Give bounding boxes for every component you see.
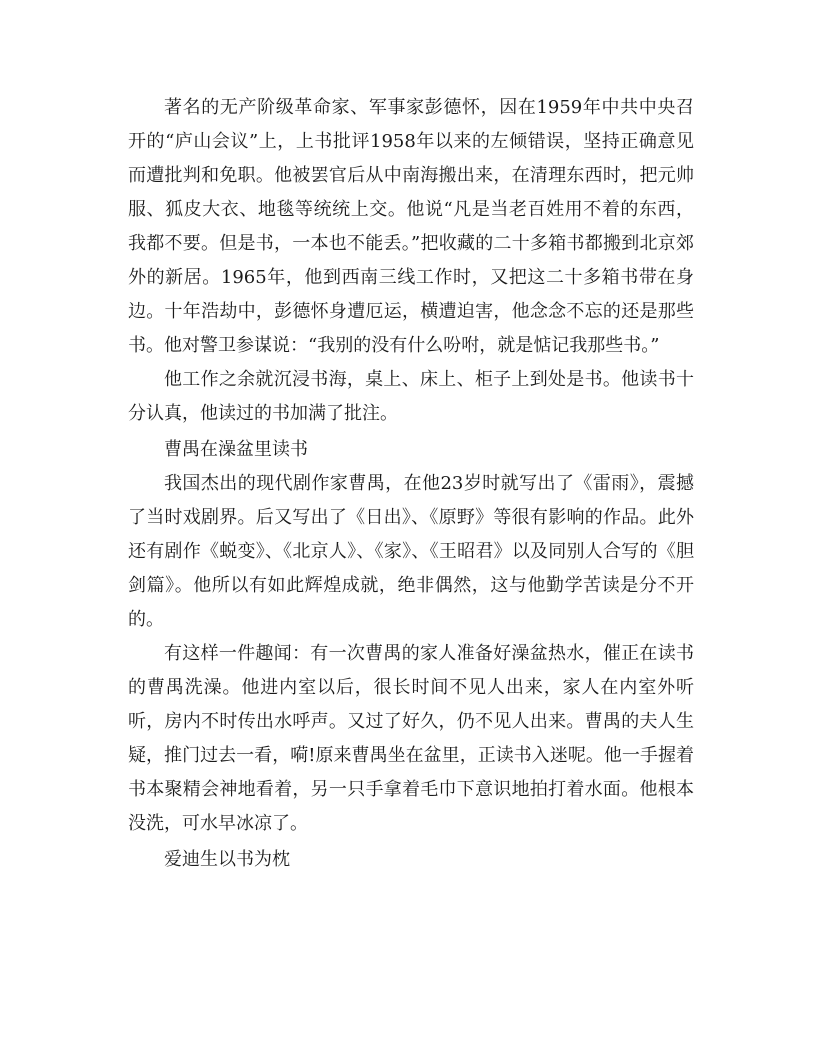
paragraph-cao-yu-anecdote: 有这样一件趣闻：有一次曹禺的家人准备好澡盆热水，催正在读书的曹禺洗澡。他进内室以后，很长时间不见人出来，家人在内室外听听，房内不时传出水呼声。又过了好久，仍不见人出来。曹禺的夫人生疑，推门过去一看，嗬!原来曹禺坐在盆里，正读书入迷呢。他一手握着书本聚精会神地看着，另一只手拿着毛巾下意识地拍打着水面。他根本没洗，可水早冰凉了。 — [128, 643, 694, 834]
paragraph-peng-dehuai-books: 著名的无产阶级革命家、军事家彭德怀，因在1959年中共中央召开的“庐山会议”上，上书批评1958年以来的左倾错误，坚持正确意见而遭批判和免职。他被罢官后从中南海搬出来，在清理东西时，把元帅服、狐皮大衣、地毯等统统上交。他说“凡是当老百姓用不着的东西，我都不要。但是书，一本也不能丢。”把收藏的二十多箱书都搬到北京郊外的新居。1965年，他到西南三线工作时，又把这二十多箱书带在身边。十年浩劫中，彭德怀身遭厄运，横遭迫害，他念念不忘的还是那些书。他对警卫参谋说：“我别的没有什么吩咐，就是惦记我那些书。” — [128, 97, 694, 356]
paragraph-peng-dehuai-reading: 他工作之余就沉浸书海，桌上、床上、柜子上到处是书。他读书十分认真，他读过的书加满了批注。 — [128, 369, 694, 424]
document-body — [128, 91, 694, 877]
section-heading-cao-yu: 曹禺在澡盆里读书 — [164, 439, 308, 460]
section-heading-edison: 爱迪生以书为枕 — [164, 849, 290, 870]
paragraph-cao-yu-works: 我国杰出的现代剧作家曹禺，在他23岁时就写出了《雷雨》，震撼了当时戏剧界。后又写出了《日出》、《原野》等很有影响的作品。此外还有剧作《蜕变》、《北京人》、《家》、《王昭君》以及同别人合写的《胆剑篇》。他所以有如此辉煌成就，绝非偶然，这与他勤学苦读是分不开的。 — [128, 473, 694, 630]
